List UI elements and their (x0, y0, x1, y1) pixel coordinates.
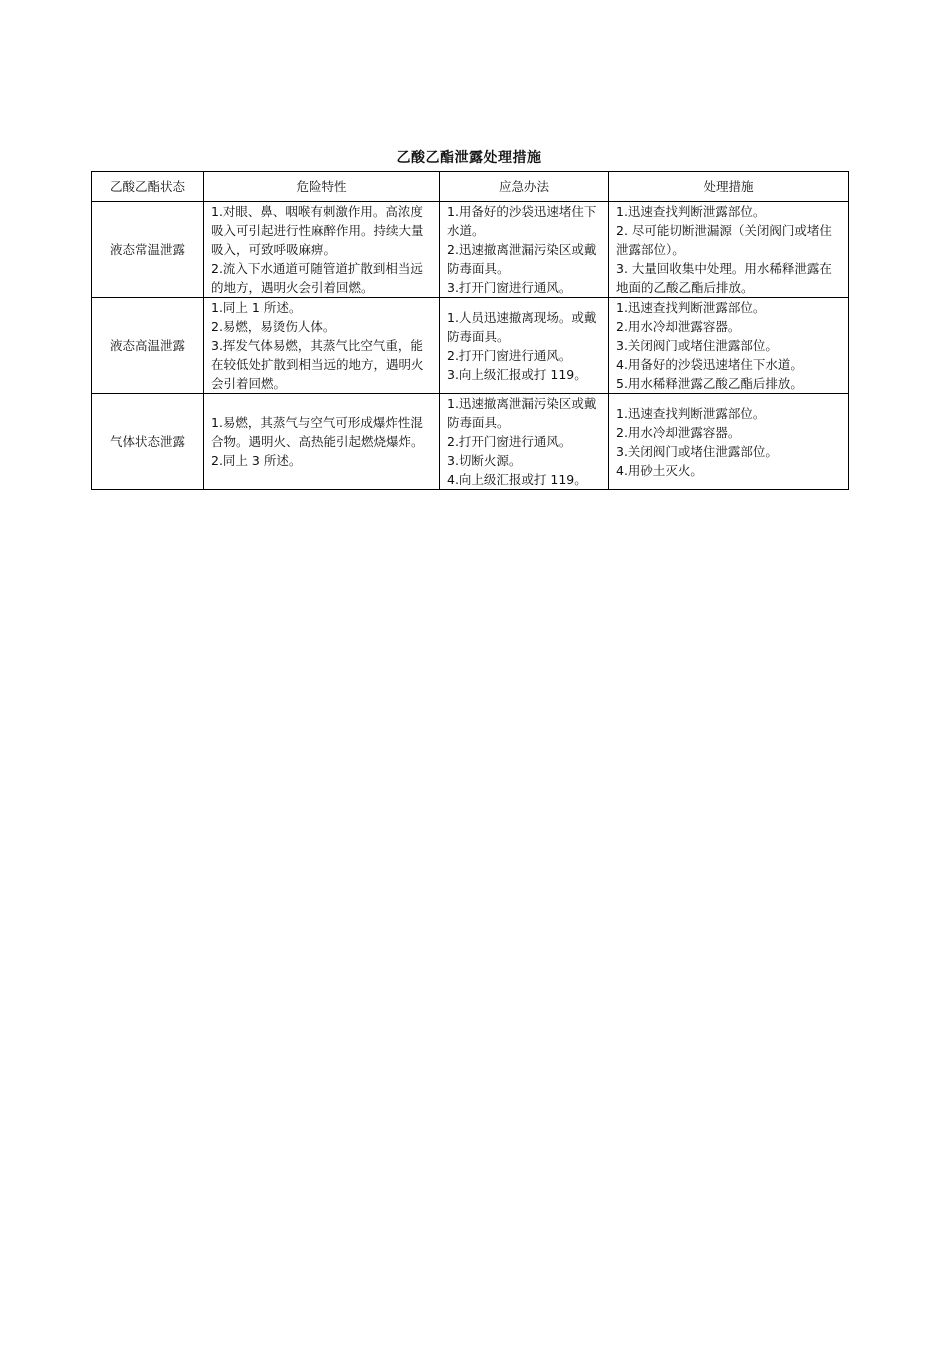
table-header-row (92, 172, 849, 202)
emergency-item: 4.向上级汇报或打 119。 (447, 472, 587, 487)
hazard-item: 1.对眼、鼻、咽喉有刺激作用。高浓度吸入可引起进行性麻醉作用。持续大量吸入，可致呼吸麻痹。 (211, 204, 424, 257)
hazard-item: 1.易燃，其蒸气与空气可形成爆炸性混合物。遇明火、高热能引起燃烧爆炸。 (211, 415, 424, 449)
table-row (92, 298, 849, 394)
hazards-cell (204, 394, 440, 490)
hazard-item: 1.同上 1 所述。 (211, 300, 302, 315)
treatment-item: 2.用水冷却泄露容器。 (616, 424, 741, 440)
emergency-item: 3.切断火源。 (447, 453, 522, 468)
emergency-cell (440, 394, 609, 490)
state-cell: 气体状态泄露 (92, 394, 204, 490)
treatment-item: 3.关闭阀门或堵住泄露部位。 (616, 338, 778, 353)
header-hazards: 危险特性 (204, 172, 440, 202)
leak-measures-table (91, 171, 849, 490)
treatment-cell (609, 394, 849, 490)
emergency-cell (440, 202, 609, 298)
table-row (92, 202, 849, 298)
emergency-cell (440, 298, 609, 394)
treatment-cell (609, 298, 849, 394)
treatment-item: 3. 大量回收集中处理。用水稀释泄露在地面的乙酸乙酯后排放。 (616, 261, 832, 295)
treatment-item: 1.迅速查找判断泄露部位。 (616, 300, 766, 315)
emergency-item: 2.打开门窗进行通风。 (447, 434, 572, 449)
hazards-cell (204, 202, 440, 298)
document-title: 乙酸乙酯泄露处理措施 (396, 150, 542, 166)
table-row (92, 394, 849, 490)
header-state: 乙酸乙酯状态 (92, 172, 204, 202)
hazards-cell (204, 298, 440, 394)
treatment-cell (609, 202, 849, 298)
hazard-item: 2.同上 3 所述。 (211, 453, 302, 468)
treatment-item: 5.用水稀释泄露乙酸乙酯后排放。 (616, 376, 803, 391)
emergency-item: 1.人员迅速撤离现场。或戴防毒面具。 (447, 309, 597, 344)
header-treatment: 处理措施 (609, 172, 849, 202)
emergency-item: 1.迅速撤离泄漏污染区或戴防毒面具。 (447, 396, 597, 430)
state-cell: 液态常温泄露 (92, 202, 204, 298)
emergency-item: 1.用备好的沙袋迅速堵住下水道。 (447, 204, 597, 238)
treatment-item: 1.迅速查找判断泄露部位。 (616, 204, 766, 219)
treatment-item: 1.迅速查找判断泄露部位。 (616, 405, 766, 421)
treatment-item: 3.关闭阀门或堵住泄露部位。 (616, 443, 778, 459)
hazard-item: 2.流入下水通道可随管道扩散到相当远的地方，遇明火会引着回燃。 (211, 261, 423, 295)
header-emergency: 应急办法 (440, 172, 609, 202)
emergency-item: 3.打开门窗进行通风。 (447, 280, 572, 295)
treatment-item: 4.用备好的沙袋迅速堵住下水道。 (616, 357, 803, 372)
emergency-item: 2.迅速撤离泄漏污染区或戴防毒面具。 (447, 242, 597, 276)
state-cell: 液态高温泄露 (92, 298, 204, 394)
emergency-item: 2.打开门窗进行通风。 (447, 347, 572, 363)
hazard-item: 3.挥发气体易燃，其蒸气比空气重，能在较低处扩散到相当远的地方，遇明火会引着回燃。 (211, 338, 424, 391)
treatment-item: 4.用砂土灭火。 (616, 462, 703, 478)
treatment-item: 2.用水冷却泄露容器。 (616, 319, 741, 334)
emergency-item: 3.向上级汇报或打 119。 (447, 366, 587, 382)
hazard-item: 2.易燃，易烫伤人体。 (211, 319, 336, 334)
treatment-item: 2. 尽可能切断泄漏源（关闭阀门或堵住泄露部位）。 (616, 223, 832, 257)
